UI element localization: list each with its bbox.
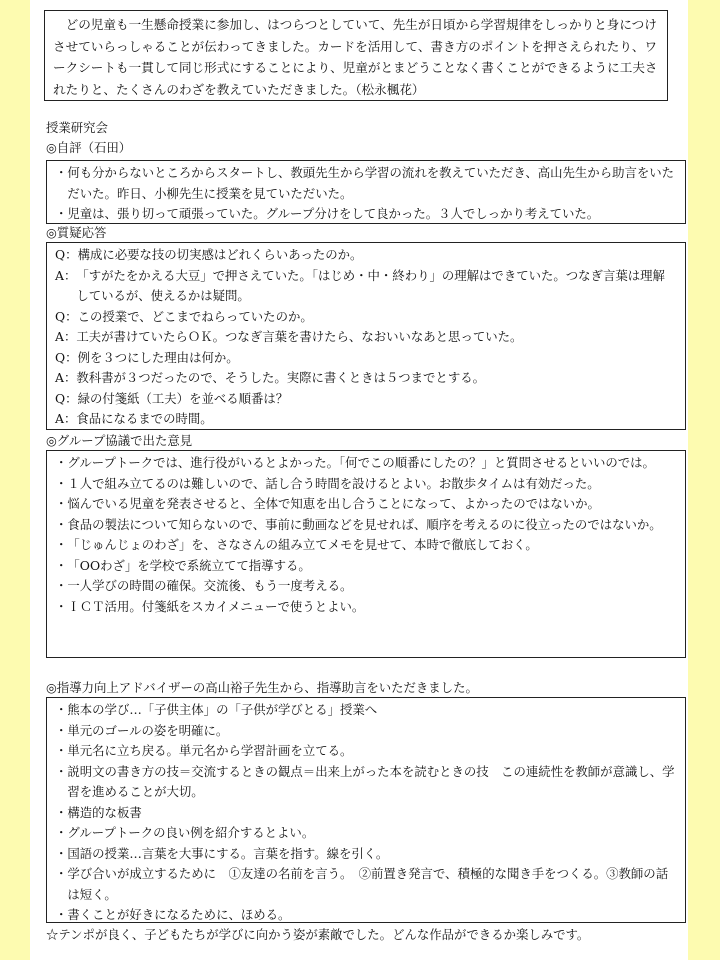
qa-mark: Q： (55, 349, 78, 365)
bullet-mark: ・ (55, 475, 68, 491)
item-text: 単元のゴールの姿を明確に。 (67, 722, 229, 738)
advisor-heading: ◎指導力向上アドバイザーの高山裕子先生から、指導助言をいただきました。 (46, 680, 478, 695)
qa-item (55, 245, 677, 266)
bullet-mark: ・ (55, 722, 68, 738)
qa-heading: ◎質疑応答 (46, 225, 107, 240)
qa-item (55, 389, 677, 410)
advice-item (55, 762, 677, 803)
qa-item (55, 368, 677, 389)
report-page (30, 0, 688, 960)
item-text: 単元名に立ち戻る。単元名から学習計画を立てる。 (67, 743, 353, 758)
qa-mark: A： (55, 267, 77, 283)
item-text: ＩＣＴ活用。付箋紙をスカイメニューで使うとよい。 (67, 598, 365, 614)
qa-mark: A： (55, 370, 77, 385)
advice-item (55, 864, 677, 905)
self-review-item (55, 163, 677, 204)
item-text: 食品の製法について知らないので、事前に動画などを見せれば、順序を考えるのに役立ったのではないか。 (67, 516, 662, 532)
advisor-advice-box (46, 697, 686, 923)
item-text: 何も分からないところからスタートし、教頭先生から学習の流れを教えていただき、高山先生から助言をいただいた。昨日、小柳先生に授業を見ていただいた。 (67, 165, 675, 201)
closing-remark: ☆テンポが良く、子どもたちが学びに向かう姿が素敵でした。どんな作品ができるか楽しみです。 (46, 927, 590, 942)
bullet-mark: ・ (55, 455, 68, 470)
advice-item (55, 905, 677, 926)
qa-mark: Q： (55, 390, 78, 406)
bullet-mark: ・ (55, 845, 68, 861)
item-text: 「じゅんじょのわざ」を、さなさんの組み立てメモを見せて、本時で徹底しておく。 (67, 537, 538, 552)
group-item (55, 515, 677, 536)
qa-box (46, 242, 686, 430)
bullet-mark: ・ (55, 206, 68, 221)
item-text: この授業で、どこまでねらっていたのか。 (77, 308, 313, 324)
qa-item (55, 327, 677, 348)
item-text: １人で組み立てるのは難しいので、話し合う時間を設けるとよい。お散歩タイムは有効だった。 (67, 475, 600, 491)
bullet-mark: ・ (55, 496, 68, 511)
bullet-mark: ・ (55, 516, 68, 532)
item-text: 悩んでいる児童を発表させると、全体で知恵を出し合うことになって、よかったのではないか。 (67, 496, 600, 511)
item-text: 国語の授業…言葉を大事にする。言葉を指す。線を引く。 (67, 845, 389, 861)
bullet-mark: ・ (55, 537, 68, 552)
group-item (55, 597, 677, 618)
bullet-mark: ・ (55, 165, 68, 180)
group-discussion-heading: ◎グループ協議で出た意見 (46, 433, 193, 448)
item-text: グループトークの良い例を紹介するとよい。 (67, 825, 315, 840)
item-text: 学び合いが成立するために ①友達の名前を言う。 ②前置き発言で、積極的な聞き手をつくる。③教師の話は短く。 (67, 866, 669, 902)
group-item (55, 453, 677, 474)
self-review-speaker: （石田） (81, 140, 132, 155)
bullet-mark: ・ (55, 557, 68, 573)
bullet-mark: ・ (55, 866, 68, 881)
bullet-mark: ・ (55, 598, 68, 614)
qa-item (55, 307, 677, 328)
qa-mark: A： (55, 329, 77, 344)
item-text: 書くことが好きになるために、ほめる。 (67, 907, 291, 922)
bullet-mark: ・ (55, 702, 68, 717)
advice-item (55, 741, 677, 762)
qa-mark: Q： (55, 308, 78, 324)
self-review-title: ◎自評 (46, 140, 82, 155)
qa-item (55, 266, 677, 307)
group-item (55, 474, 677, 495)
group-item (55, 556, 677, 577)
group-item (55, 576, 677, 597)
bullet-mark: ・ (55, 825, 68, 840)
bullet-mark: ・ (55, 578, 68, 593)
qa-item (55, 348, 677, 369)
study-meeting-heading: 授業研究会 (46, 120, 108, 135)
qa-mark: A： (55, 411, 77, 426)
observation-comment: どの児童も一生懸命授業に参加し、はつらつとしていて、先生が日頃から学習規律をしっかりと身につけさせていらっしゃることが伝わってきました。カードを活用して、書き方のポイントを押さえられたり、ワークシートも一貫して同じ形式にすることにより、児童がとまどうことなく書くことができるように工夫されたりと、たくさんのわざを教えていただきました。（松永楓花） (53, 17, 658, 97)
item-text: 構成に必要な技の切実感はどれくらいあったのか。 (77, 247, 363, 262)
item-text: 工夫が書けていたらＯＫ。つなぎ言葉を書けたら、なおいいなあと思っていた。 (76, 329, 523, 344)
item-text: 児童は、張り切って頑張っていた。グループ分けをして良かった。３人でしっかり考えていた。 (67, 206, 600, 221)
bullet-mark: ・ (55, 743, 68, 758)
advice-item (55, 721, 677, 742)
item-text: 例を３つにした理由は何か。 (77, 349, 239, 365)
bullet-mark: ・ (55, 763, 68, 779)
item-text: 「OOわざ」を学校で系統立てて指導する。 (67, 557, 311, 573)
item-text: 食品になるまでの時間。 (76, 411, 213, 426)
item-text: グループトークでは、進行役がいるとよかった。「何でこの順番にしたの？」と質問させるといいのでは。 (67, 455, 655, 470)
advice-item (55, 700, 677, 721)
item-text: 一人学びの時間の確保。交流後、もう一度考える。 (67, 578, 353, 593)
item-text: 説明文の書き方の技＝交流するときの観点＝出来上がった本を読むときの技 この連続性を教師が意識し、学習を進めることが大切。 (67, 763, 675, 799)
qa-mark: Q： (55, 247, 78, 262)
observation-comment-box (44, 10, 668, 101)
self-review-heading (46, 139, 131, 157)
item-text: 緑の付箋紙（工夫）を並べる順番は？ (77, 390, 289, 406)
advice-item (55, 803, 677, 824)
bullet-mark: ・ (55, 907, 68, 922)
group-item (55, 494, 677, 515)
bullet-mark: ・ (55, 804, 68, 820)
self-review-box (46, 160, 686, 224)
qa-item (55, 409, 677, 430)
item-text: 「すがたをかえる大豆」で押さえていた。「はじめ・中・終わり」の理解はできていた。つなぎ言葉は理解しているが、使えるかは疑問。 (76, 267, 665, 303)
advice-item (55, 844, 677, 865)
item-text: 教科書が３つだったので、そうした。実際に書くときは５つまでとする。 (76, 370, 485, 385)
advice-item (55, 823, 677, 844)
item-text: 構造的な板書 (67, 804, 142, 820)
group-item (55, 535, 677, 556)
self-review-item (55, 204, 677, 225)
group-discussion-box (46, 450, 686, 658)
item-text: 熊本の学び…「子供主体」の「子供が学びとる」授業へ (67, 702, 378, 717)
